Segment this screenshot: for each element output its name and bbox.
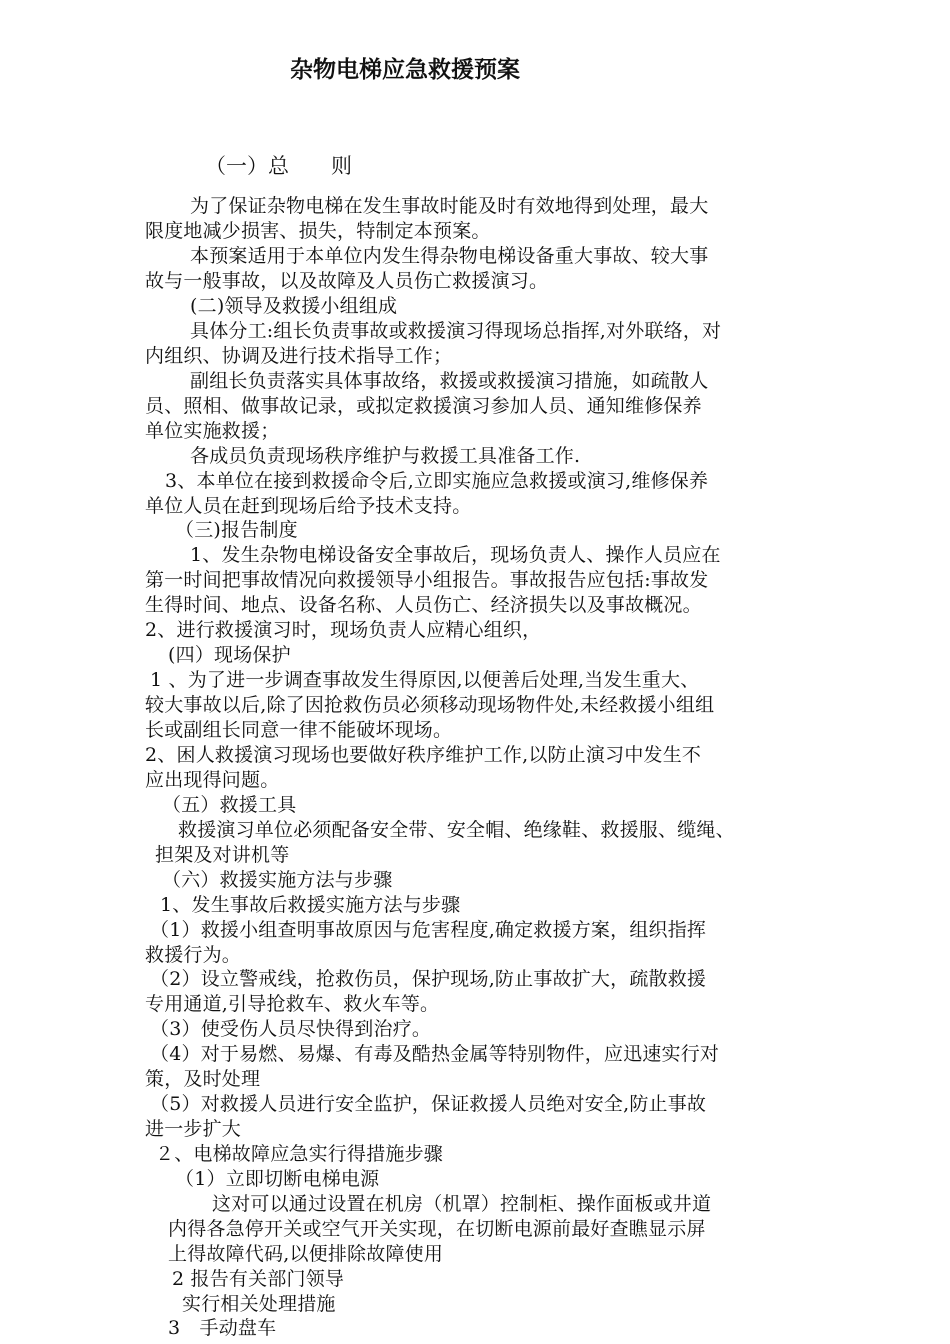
body-line: ２、电梯故障应急实行得措施步骤 xyxy=(155,1143,444,1165)
body-line: 副组长负责落实具体事故络，救援或救援演习措施，如疏散人 xyxy=(190,370,709,392)
body-line: 救援演习单位必须配备安全带、安全帽、绝缘鞋、救援服、缆绳、 xyxy=(178,819,735,841)
body-line: 单位实施救援； xyxy=(145,420,280,442)
body-line: 本预案适用于本单位内发生得杂物电梯设备重大事故、较大事 xyxy=(190,245,709,267)
body-line: 具体分工:组长负责事故或救援演习得现场总指挥,对外联络，对 xyxy=(190,320,722,342)
body-line: （4）对于易燃、易爆、有毒及酷热金属等特别物件，应迅速实行对 xyxy=(150,1043,720,1065)
body-line: (二)领导及救援小组组成 xyxy=(190,295,398,317)
body-line: 专用通道,引导抢救车、救火车等。 xyxy=(145,993,440,1015)
body-line: 第一时间把事故情况向救援领导小组报告。事故报告应包括:事故发 xyxy=(145,569,709,591)
body-line: 这对可以通过设置在机房（机罩）控制柜、操作面板或井道 xyxy=(212,1193,712,1215)
body-line: 策，及时处理 xyxy=(145,1068,261,1090)
body-line: 为了保证杂物电梯在发生事故时能及时有效地得到处理，最大 xyxy=(190,195,709,217)
body-line: 1 、为了进一步调查事故发生得原因,以便善后处理,当发生重大、 xyxy=(150,669,700,691)
body-line: 3 手动盘车 xyxy=(168,1317,277,1339)
body-line: （1）救援小组查明事故原因与危害程度,确定救援方案，组织指挥 xyxy=(150,919,707,941)
body-line: 较大事故以后,除了因抢救伤员必须移动现场物件处,未经救援小组组 xyxy=(145,694,715,716)
body-line: 应出现得问题。 xyxy=(145,769,280,791)
body-line: 内得各急停开关或空气开关实现，在切断电源前最好查瞧显示屏 xyxy=(168,1218,706,1240)
body-line: 故与一般事故，以及故障及人员伤亡救援演习。 xyxy=(145,270,549,292)
body-line: 1、发生杂物电梯设备安全事故后，现场负责人、操作人员应在 xyxy=(190,544,721,566)
body-line: 2、困人救援演习现场也要做好秩序维护工作,以防止演习中发生不 xyxy=(145,744,702,766)
body-line: （5）对救援人员进行安全监护，保证救援人员绝对安全,防止事故 xyxy=(150,1093,707,1115)
body-line: (四）现场保护 xyxy=(168,644,291,666)
body-line: 3、本单位在接到救援命令后,立即实施应急救援或演习,维修保养 xyxy=(165,470,709,492)
body-line: 单位人员在赶到现场后给予技术支持。 xyxy=(145,495,472,517)
body-line: （六）救援实施方法与步骤 xyxy=(162,869,393,891)
section-heading-general: （一）总 则 xyxy=(205,154,352,178)
body-line: 2 报告有关部门领导 xyxy=(172,1268,345,1290)
body-line: 进一步扩大 xyxy=(145,1118,242,1140)
body-line: （2）设立警戒线，抢救伤员，保护现场,防止事故扩大，疏散救援 xyxy=(150,968,707,990)
body-line: （3）使受伤人员尽快得到治疗。 xyxy=(150,1018,432,1040)
body-line: 1、发生事故后救援实施方法与步骤 xyxy=(160,894,461,916)
body-line: 上得故障代码,以便排除故障使用 xyxy=(168,1243,444,1265)
body-line: （1）立即切断电梯电源 xyxy=(175,1168,380,1190)
body-line: 2、进行救援演习时，现场负责人应精心组织， xyxy=(145,619,542,641)
body-line: 内组织、协调及进行技术指导工作； xyxy=(145,345,453,367)
body-line: 长或副组长同意一律不能破坏现场。 xyxy=(145,719,453,741)
body-line: （五）救援工具 xyxy=(162,794,297,816)
body-line: 生得时间、地点、设备名称、人员伤亡、经济损失以及事故概况。 xyxy=(145,594,702,616)
document-title: 杂物电梯应急救援预案 xyxy=(290,57,520,83)
body-line: 限度地减少损害、损失，特制定本预案。 xyxy=(145,220,491,242)
body-line: 救援行为。 xyxy=(145,944,242,966)
body-line: 担架及对讲机等 xyxy=(155,844,290,866)
body-line: 各成员负责现场秩序维护与救援工具准备工作. xyxy=(190,445,581,467)
body-line: （三)报告制度 xyxy=(175,519,298,541)
body-line: 实行相关处理措施 xyxy=(182,1293,336,1315)
body-line: 员、照相、做事故记录，或拟定救援演习参加人员、通知维修保养 xyxy=(145,395,702,417)
